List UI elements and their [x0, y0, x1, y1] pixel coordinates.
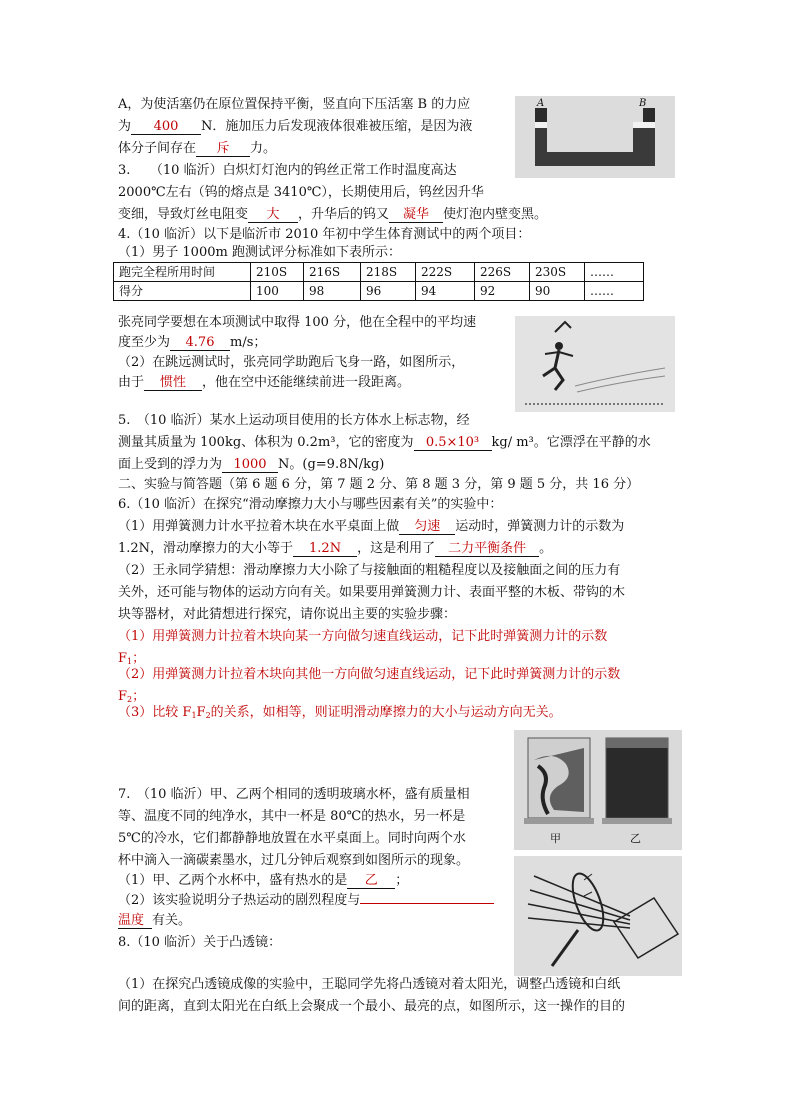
table-cell: 92: [475, 282, 530, 301]
cup-label-jia: 甲: [550, 832, 561, 845]
table-cell: 226S: [475, 263, 530, 282]
q7-answer-temperature: 温度: [118, 913, 152, 929]
q7-line5-post: ；: [395, 873, 409, 888]
ink-cups-figure: [514, 730, 682, 850]
q6-step3: [118, 704, 562, 725]
q4-line1: 4.（10 临沂）以下是临沂市 2010 年初中学生体育测试中的两个项目：: [118, 227, 531, 242]
section2-heading: 二、实验与简答题（第 6 题 6 分，第 7 题 2 分、第 8 题 3 分，第 9 题 5 分，共 16 分）: [118, 477, 640, 492]
table-cell: 得分: [114, 282, 251, 301]
q2-line2-pre: 为: [118, 119, 132, 134]
q5-line2-post: kg/ m³。它漂浮在平静的水: [491, 435, 651, 450]
q6-step3-pre: （3）比较 F: [118, 705, 192, 720]
q2-line1: A，为使活塞仍在原位置保持平衡，竖直向下压活塞 B 的力应: [118, 97, 471, 112]
q3-line1: 3. （10 临沂）白炽灯灯泡内的钨丝正常工作时温度高达: [118, 163, 457, 178]
q6-step2: （2）用弹簧测力计拉着木块向其他一方向做匀速直线运动，记下此时弹簧测力计的示数: [118, 667, 621, 682]
q4-line2: （1）男子 1000m 跑测试评分标准如下表所示：: [118, 245, 401, 260]
q5-line3: [118, 456, 384, 474]
q6-step2-end: ；: [132, 689, 146, 704]
q7-blank-line: [360, 903, 494, 904]
q5-answer-density: 0.5×10³: [414, 435, 492, 451]
q4-line5: （2）在跳远测试时，张亮同学助跑后飞身一路，如图所示，: [118, 355, 465, 370]
table-row: [114, 282, 644, 301]
q4-line4-pre: 度至少为: [118, 335, 171, 350]
q6-answer-friction: 1.2N: [293, 541, 357, 557]
q2-answer-repulsion: 斥: [196, 141, 250, 157]
q7-line7-post: 有关。: [152, 913, 192, 928]
q6-step3-post: 的关系，如相等，则证明滑动摩擦力的大小与运动方向无关。: [210, 705, 562, 720]
q7-line1: 7. （10 临沂）甲、乙两个相同的透明玻璃水杯，盛有质量相: [118, 787, 470, 802]
q2-line2-post: N．施加压力后发现液体很难被压缩，是因为液: [201, 119, 473, 134]
q4-answer-speed: 4.76: [170, 335, 230, 351]
q8-line1: 8.（10 临沂）关于凸透镜：: [118, 935, 282, 950]
q3-answer-deposition: 凝华: [389, 207, 443, 223]
q4-line6-pre: 由于: [118, 375, 145, 390]
q3-line3-mid: ，升华后的钨又: [298, 207, 390, 222]
q6-step3-sub2: 2: [205, 711, 211, 720]
table-cell: 218S: [361, 263, 416, 282]
q6-line2-post: 运动时，弹簧测力计的示数为: [455, 519, 625, 534]
q4-line3: 张亮同学要想在本项测试中取得 100 分，他在全程中的平均速: [118, 315, 477, 330]
cup-label-yi: 乙: [630, 832, 641, 845]
q6-line4: （2）王永同学猜想：滑动摩擦力大小除了与接触面的粗糙程度以及接触面之间的压力有: [118, 563, 621, 578]
q7-line6: [118, 892, 494, 910]
q2-line2: [118, 118, 472, 136]
q5-answer-buoyancy: 1000: [222, 457, 278, 473]
q6-line6: 块等器材，对此猜想进行探究，请你说出主要的实验步骤：: [118, 607, 457, 622]
q6-step3-mid: F: [196, 705, 206, 720]
u-tube-figure: [515, 96, 675, 178]
table-cell: 跑完全程所用时间: [114, 263, 251, 282]
q5-line2-pre: 测量其质量为 100kg、体积为 0.2m³，它的密度为: [118, 435, 414, 450]
q7-line3: 5℃的冷水，它们都静静地放置在水平桌面上。同时向两个水: [118, 831, 466, 846]
table-cell: 216S: [304, 263, 361, 282]
q5-line1: 5. （10 临沂）某水上运动项目使用的长方体水上标志物，经: [118, 413, 470, 428]
q6-line3: [118, 540, 552, 558]
table-cell: 90: [530, 282, 585, 301]
ink-cups-drawing: [514, 730, 682, 850]
q2-line3: [118, 140, 276, 158]
q3-line3-post: 使灯泡内壁变黑。: [443, 207, 548, 222]
q7-line5: [118, 872, 408, 890]
table-cell: 98: [304, 282, 361, 301]
q6-answer-equilibrium: 二力平衡条件: [435, 541, 539, 557]
q7-line6-pre: （2）该实验说明分子热运动的剧烈程度与: [118, 893, 361, 908]
q7-answer-hot-cup: 乙: [347, 873, 395, 889]
q6-step1: （1）用弹簧测力计拉着木块向某一方向做匀速直线运动，记下此时弹簧测力计的示数: [118, 629, 608, 644]
u-tube-label-b: B: [639, 98, 647, 109]
q7-line4: 杯中滴入一滴碳素墨水，过几分钟后观察到如图所示的现象。: [118, 853, 470, 868]
q3-line2: 2000℃左右（钨的熔点是 3410℃），长期使用后，钨丝因升华: [118, 185, 484, 200]
convex-lens-drawing: [514, 856, 682, 976]
q3-line3: [118, 206, 547, 224]
q6-line2: [118, 518, 624, 536]
q4-line6: [118, 374, 410, 392]
table-row: [114, 263, 644, 282]
q8-line3: 间的距离，直到太阳光在白纸上会聚成一个最小、最亮的点，如图所示，这一操作的目的: [118, 999, 626, 1014]
q7-line5-pre: （1）甲、乙两个水杯中，盛有热水的是: [118, 873, 348, 888]
q6-answer-uniform: 匀速: [399, 519, 455, 535]
q7-line2: 等、温度不同的纯净水，其中一杯是 80℃的热水，另一杯是: [118, 809, 466, 824]
table-cell: 96: [361, 282, 416, 301]
long-jump-figure: [515, 316, 675, 412]
q2-answer-force: 400: [131, 119, 201, 135]
q6-step2-sym: F: [118, 689, 128, 704]
table-cell: 222S: [416, 263, 475, 282]
q4-line4: [118, 334, 266, 352]
q7-line7: [118, 912, 191, 930]
q6-line3-post: 。: [539, 541, 553, 556]
q6-step1-sym: F: [118, 651, 128, 666]
table-cell: 94: [416, 282, 475, 301]
q6-step1-end: ；: [132, 651, 146, 666]
q4-answer-inertia: 惯性: [144, 375, 202, 391]
q6-line3-mid: ，这是利用了: [357, 541, 436, 556]
q6-line3-pre: 1.2N，滑动摩擦力的大小等于: [118, 541, 294, 556]
q6-step2-sub: 2: [127, 695, 133, 704]
q6-line2-pre: （1）用弹簧测力计水平拉着木块在水平桌面上做: [118, 519, 400, 534]
q6-step3-sub1: 1: [191, 711, 197, 720]
q3-line3-pre: 变细，导致灯丝电阻变: [118, 207, 249, 222]
q4-line4-post: m/s；: [230, 335, 267, 350]
u-tube-label-a: A: [537, 98, 545, 109]
q4-line6-post: ，他在空中还能继续前进一段距离。: [202, 375, 411, 390]
q5-line3-pre: 面上受到的浮力为: [118, 457, 223, 472]
table-cell: 230S: [530, 263, 585, 282]
table-cell: 210S: [251, 263, 304, 282]
q2-line3-pre: 体分子间存在: [118, 141, 197, 156]
q6-step1-sub: 1: [127, 657, 133, 666]
score-table: [113, 262, 644, 301]
convex-lens-figure: [514, 856, 682, 976]
q8-line2: （1）在探究凸透镜成像的实验中，王聪同学先将凸透镜对着太阳光，调整凸透镜和白纸: [118, 977, 621, 992]
q6-line5: 关外，还可能与物体的运动方向有关。如果要用弹簧测力计、表面平整的木板、带钩的木: [118, 585, 626, 600]
q6-line1: 6.（10 临沂）在探究“滑动摩擦力大小与哪些因素有关”的实验中：: [118, 497, 503, 512]
q5-line3-post: N。(g=9.8N/kg): [278, 457, 385, 472]
table-cell: ……: [585, 282, 644, 301]
q2-line3-post: 力。: [250, 141, 277, 156]
q5-line2: [118, 434, 651, 452]
q3-answer-resistance: 大: [248, 207, 298, 223]
table-cell: 100: [251, 282, 304, 301]
table-cell: ……: [585, 263, 644, 282]
long-jump-drawing: [515, 316, 675, 412]
